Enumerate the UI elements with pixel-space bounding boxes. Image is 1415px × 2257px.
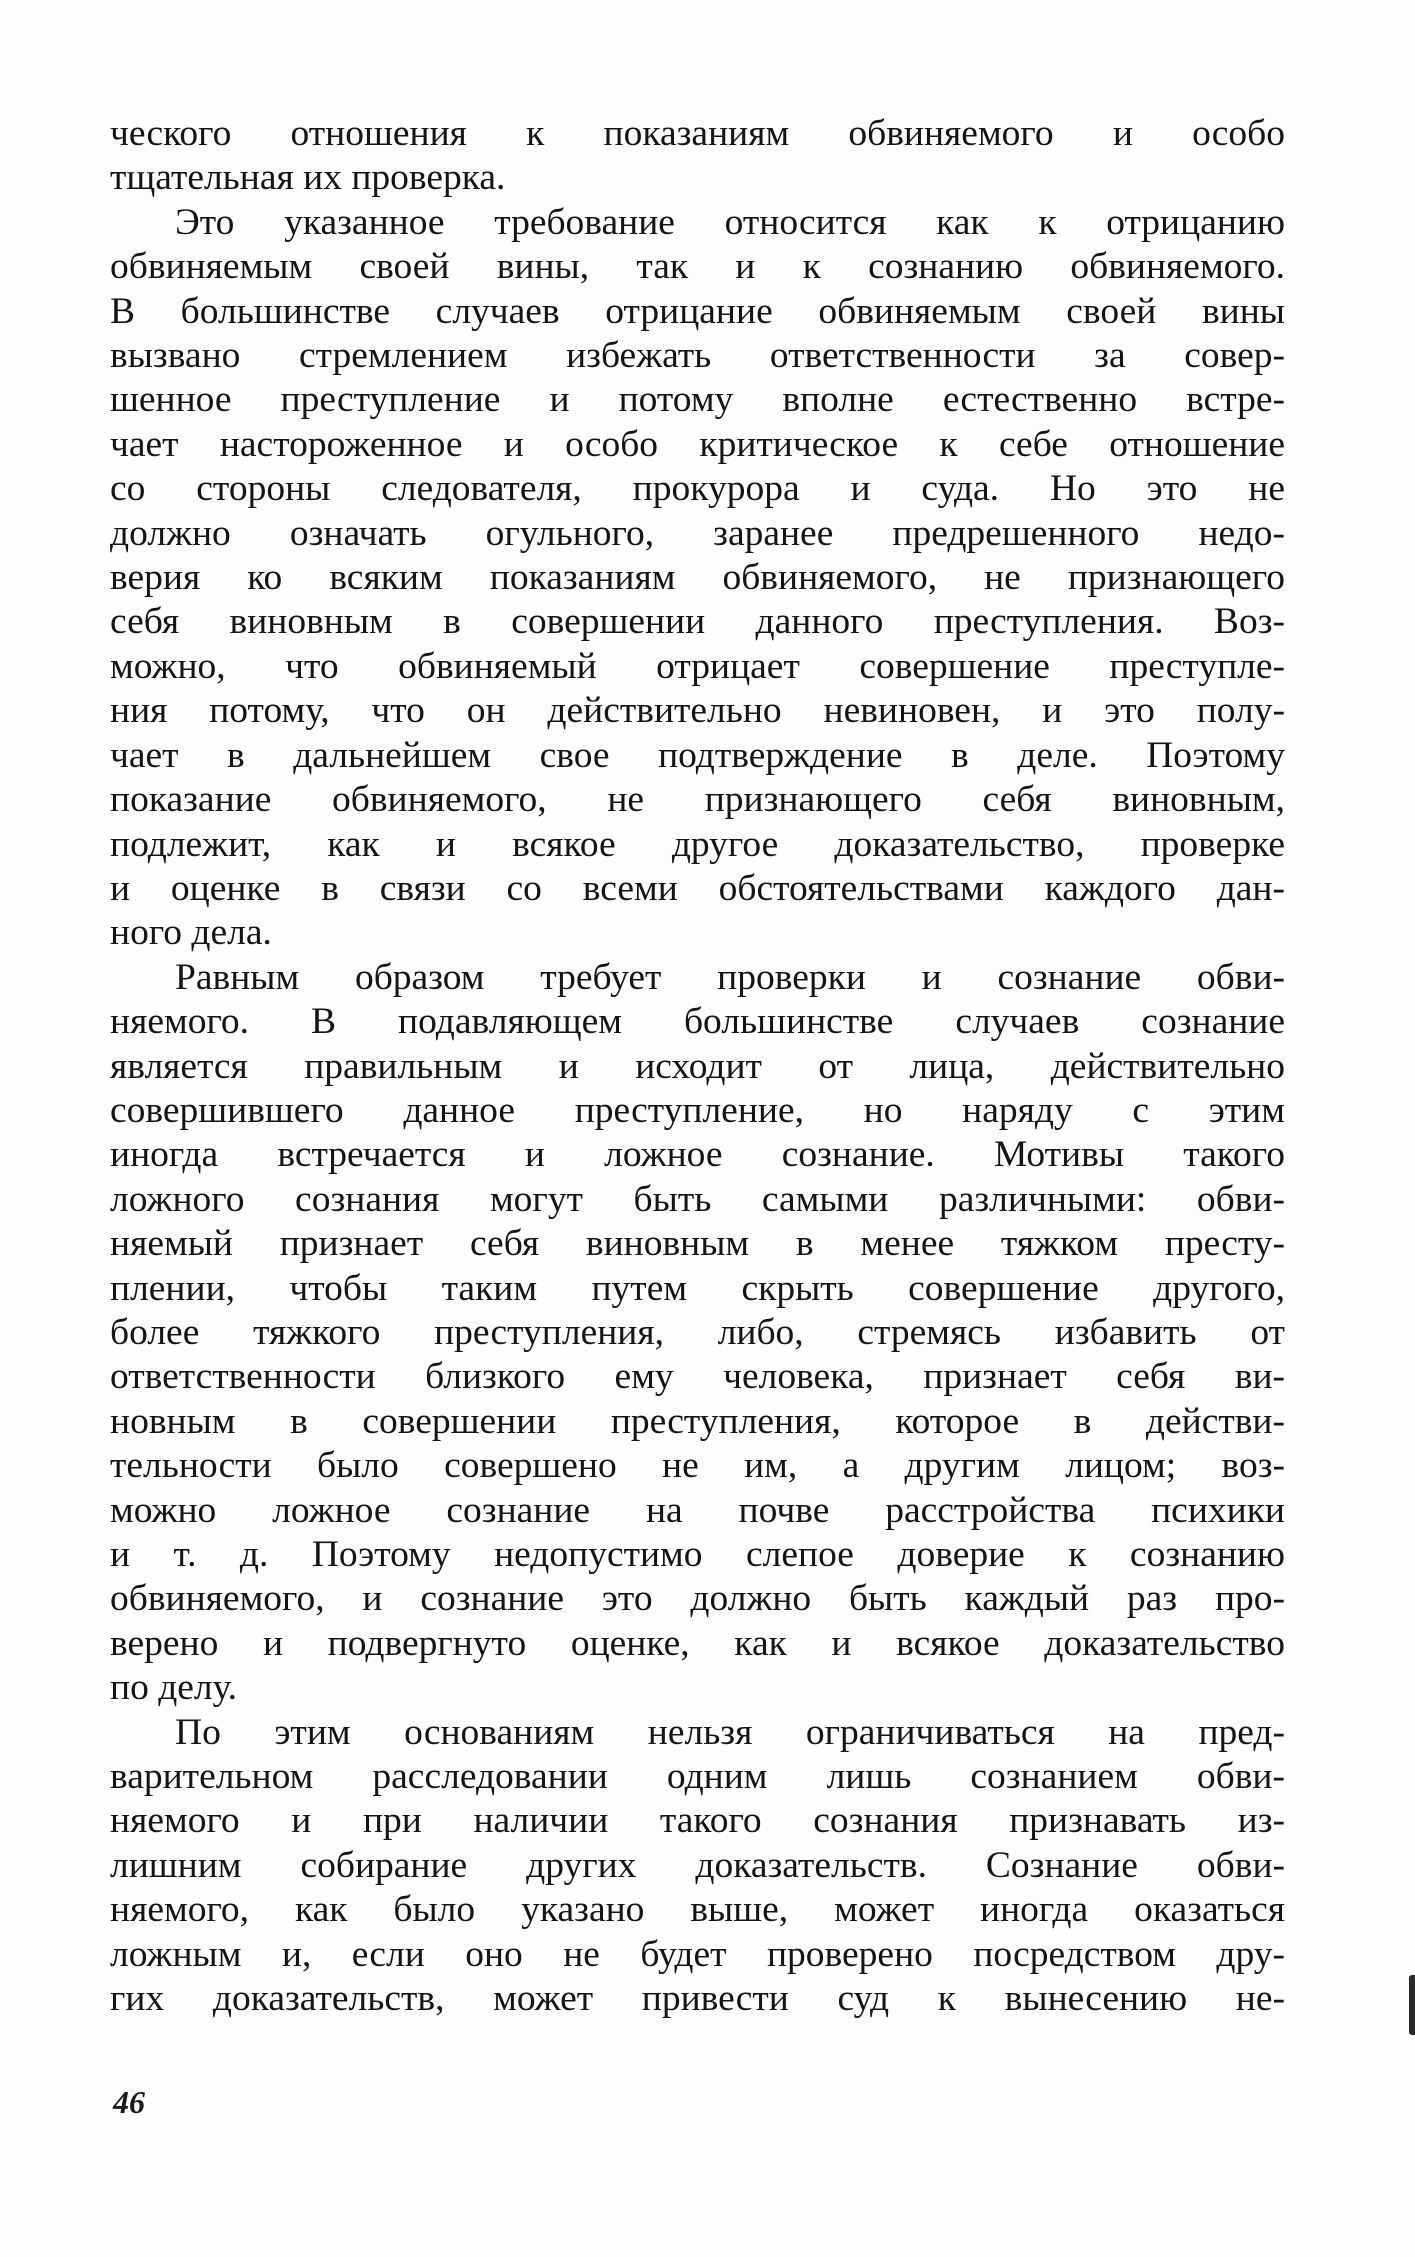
text-line: няемого, как было указано выше, может иногда оказаться (110, 1889, 1285, 1931)
text-line: варительном расследовании одним лишь сознанием обви- (110, 1756, 1285, 1798)
text-line: няемого и при наличии такого сознания признавать из- (110, 1800, 1285, 1842)
text-line: ного дела. (110, 912, 272, 954)
text-line: новным в совершении преступления, которое в действи- (110, 1400, 1285, 1442)
text-line: В большинстве случаев отрицание обвиняемым своей вины (110, 290, 1285, 332)
text-line: лишним собирание других доказательств. Сознание обви- (110, 1844, 1285, 1886)
text-line: верено и подвергнуто оценке, как и всякое доказательство (110, 1622, 1285, 1664)
text-line: ческого отношения к показаниям обвиняемого и особо (110, 113, 1285, 154)
text-line: Это указанное требование относится как к отрицанию (175, 201, 1285, 243)
text-line: и т. д. Поэтому недопустимо слепое доверие к сознанию (110, 1534, 1285, 1575)
text-line: можно, что обвиняемый отрицает совершение преступле- (110, 645, 1285, 687)
paragraph (110, 201, 1285, 956)
text-line: со стороны следователя, прокурора и суда. Но это не (110, 468, 1285, 510)
text-line: и оценке в связи со всеми обстоятельствами каждого дан- (110, 867, 1285, 909)
page-number: 46 (113, 2084, 145, 2120)
text-line: по делу. (110, 1667, 238, 1709)
text-line: тщательная их проверка. (110, 157, 506, 199)
paragraph (110, 112, 1285, 201)
paragraph (110, 956, 1285, 1711)
text-line: верия ко всяким показаниям обвиняемого, не признающего (110, 557, 1285, 599)
text-line: чает в дальнейшем свое подтверждение в деле. Поэтому (110, 734, 1285, 776)
text-line: няемого. В подавляющем большинстве случаев сознание (110, 1001, 1285, 1043)
text-line: обвиняемого, и сознание это должно быть каждый раз про- (110, 1578, 1285, 1620)
text-line: няемый признает себя виновным в менее тяжком престу- (110, 1223, 1285, 1265)
text-line: более тяжкого преступления, либо, стремясь избавить от (110, 1311, 1285, 1353)
text-line: подлежит, как и всякое другое доказательство, проверке (110, 823, 1285, 865)
text-line: Равным образом требует проверки и сознание обви- (175, 956, 1285, 998)
text-line: тельности было совершено не им, а другим лицом; воз- (110, 1445, 1285, 1487)
text-line: плении, чтобы таким путем скрыть совершение другого, (110, 1267, 1285, 1309)
text-line: должно означать огульного, заранее предрешенного недо- (110, 512, 1285, 554)
text-line: иногда встречается и ложное сознание. Мотивы такого (110, 1134, 1285, 1176)
text-line: По этим основаниям нельзя ограничиваться на пред- (175, 1711, 1285, 1753)
text-line: ложным и, если оно не будет проверено посредством дру- (110, 1933, 1285, 1975)
text-line: ния потому, что он действительно невиновен, и это полу- (110, 690, 1285, 732)
text-line: совершившего данное преступление, но наряду с этим (110, 1089, 1285, 1131)
text-line: ложного сознания могут быть самыми различными: обви- (110, 1178, 1285, 1220)
text-line: обвиняемым своей вины, так и к сознанию обвиняемого. (110, 246, 1285, 288)
text-line: ответственности близкого ему человека, признает себя ви- (110, 1356, 1285, 1398)
text-line: себя виновным в совершении данного преступления. Воз- (110, 601, 1285, 643)
text-line: чает настороженное и особо критическое к себе отношение (110, 423, 1285, 465)
text-line: является правильным и исходит от лица, действительно (110, 1045, 1285, 1087)
body-text (110, 112, 1285, 2021)
page-edge-shadow (1409, 1975, 1415, 2035)
text-line: шенное преступление и потому вполне естественно встре- (110, 379, 1285, 421)
text-line: показание обвиняемого, не признающего себя виновным, (110, 779, 1285, 821)
text-line: можно ложное сознание на почве расстройства психики (110, 1489, 1285, 1531)
paragraph (110, 1711, 1285, 2022)
text-line: гих доказательств, может привести суд к вынесению не- (110, 1978, 1285, 2020)
text-line: вызвано стремлением избежать ответственности за совер- (110, 335, 1285, 377)
